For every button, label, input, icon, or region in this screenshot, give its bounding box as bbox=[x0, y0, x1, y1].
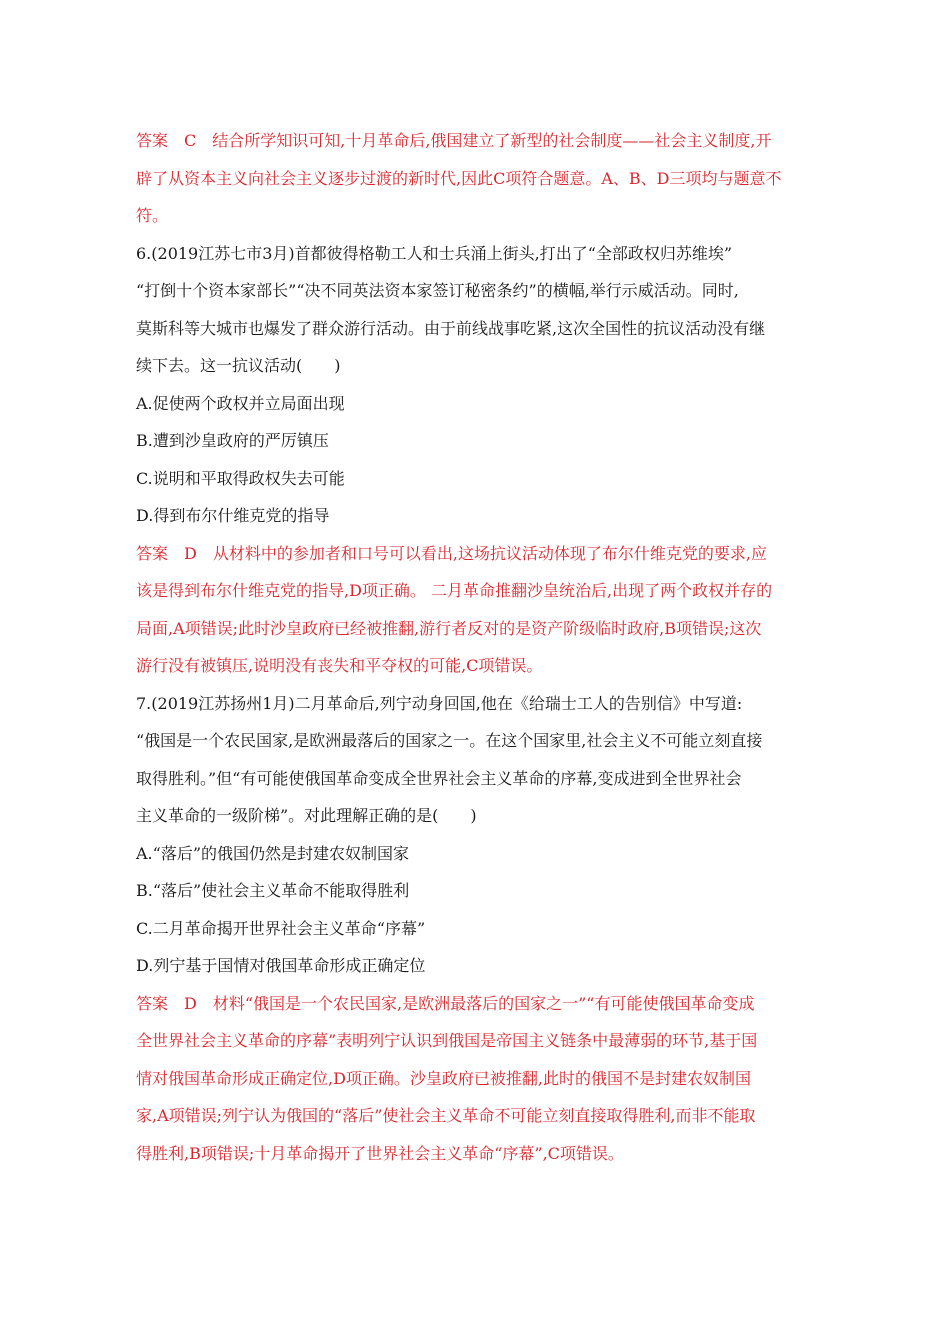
question-7 bbox=[136, 685, 814, 1173]
answer-line: 全世界社会主义革命的序幕”表明列宁认识到俄国是帝国主义链条中最薄弱的环节,基于国 bbox=[136, 1031, 758, 1050]
question-stem-line: 续下去。这一抗议活动( ) bbox=[136, 356, 341, 375]
q5-answer-block bbox=[136, 122, 814, 235]
question-stem-line: 取得胜利。”但“有可能使俄国革命变成全世界社会主义革命的序幕,变成进到全世界社会 bbox=[136, 768, 742, 788]
answer-line: 游行没有被镇压,说明没有丧失和平夺权的可能,C项错误。 bbox=[136, 656, 543, 675]
question-6 bbox=[136, 235, 814, 685]
question-stem-line: 6.(2019江苏七市3月)首都彼得格勒工人和士兵涌上街头,打出了“全部政权归苏维埃” bbox=[136, 243, 733, 263]
document-page bbox=[136, 122, 814, 1172]
question-stem-line: 主义革命的一级阶梯”。对此理解正确的是( ) bbox=[136, 806, 477, 825]
option-c: C.说明和平取得政权失去可能 bbox=[136, 468, 345, 488]
question-stem-line: 莫斯科等大城市也爆发了群众游行活动。由于前线战事吃紧,这次全国性的抗议活动没有继 bbox=[136, 318, 766, 338]
answer-line: 答案 C 结合所学知识可知,十月革命后,俄国建立了新型的社会制度——社会主义制度,开 bbox=[136, 131, 772, 150]
answer-line: 家,A项错误;列宁认为俄国的“落后”使社会主义革命不可能立刻直接取得胜利,而非不能取 bbox=[136, 1106, 756, 1125]
answer-line: 得胜利,B项错误;十月革命揭开了世界社会主义革命“序幕”,C项错误。 bbox=[136, 1143, 624, 1163]
answer-line: 情对俄国革命形成正确定位,D项正确。沙皇政府已被推翻,此时的俄国不是封建农奴制国 bbox=[136, 1068, 752, 1088]
option-b: B.遭到沙皇政府的严厉镇压 bbox=[136, 431, 329, 450]
option-b: B.“落后”使社会主义革命不能取得胜利 bbox=[136, 881, 410, 900]
answer-line: 答案 D 从材料中的参加者和口号可以看出,这场抗议活动体现了布尔什维克党的要求,应 bbox=[136, 543, 768, 563]
answer-line: 该是得到布尔什维克党的指导,D项正确。 二月革命推翻沙皇统治后,出现了两个政权并存的 bbox=[136, 581, 773, 600]
answer-line: 符。 bbox=[136, 206, 169, 225]
answer-line: 辟了从资本主义向社会主义逐步过渡的新时代,因此C项符合题意。A、B、D三项均与题意不 bbox=[136, 168, 782, 188]
answer-line: 答案 D 材料“俄国是一个农民国家,是欧洲最落后的国家之一”“有可能使俄国革命变成 bbox=[136, 993, 755, 1013]
option-d: D.得到布尔什维克党的指导 bbox=[136, 506, 330, 525]
option-d: D.列宁基于国情对俄国革命形成正确定位 bbox=[136, 956, 426, 975]
answer-line: 局面,A项错误;此时沙皇政府已经被推翻,游行者反对的是资产阶级临时政府,B项错误;这次 bbox=[136, 618, 762, 638]
option-a: A.“落后”的俄国仍然是封建农奴制国家 bbox=[136, 843, 410, 863]
question-stem-line: 7.(2019江苏扬州1月)二月革命后,列宁动身回国,他在《给瑞士工人的告别信》中写道: bbox=[136, 693, 743, 713]
question-stem-line: “打倒十个资本家部长”“决不同英法资本家签订秘密条约”的横幅,举行示威活动。同时, bbox=[136, 281, 739, 300]
question-stem-line: “俄国是一个农民国家,是欧洲最落后的国家之一。在这个国家里,社会主义不可能立刻直接 bbox=[136, 731, 763, 750]
option-c: C.二月革命揭开世界社会主义革命“序幕” bbox=[136, 918, 426, 938]
option-a: A.促使两个政权并立局面出现 bbox=[136, 393, 345, 413]
